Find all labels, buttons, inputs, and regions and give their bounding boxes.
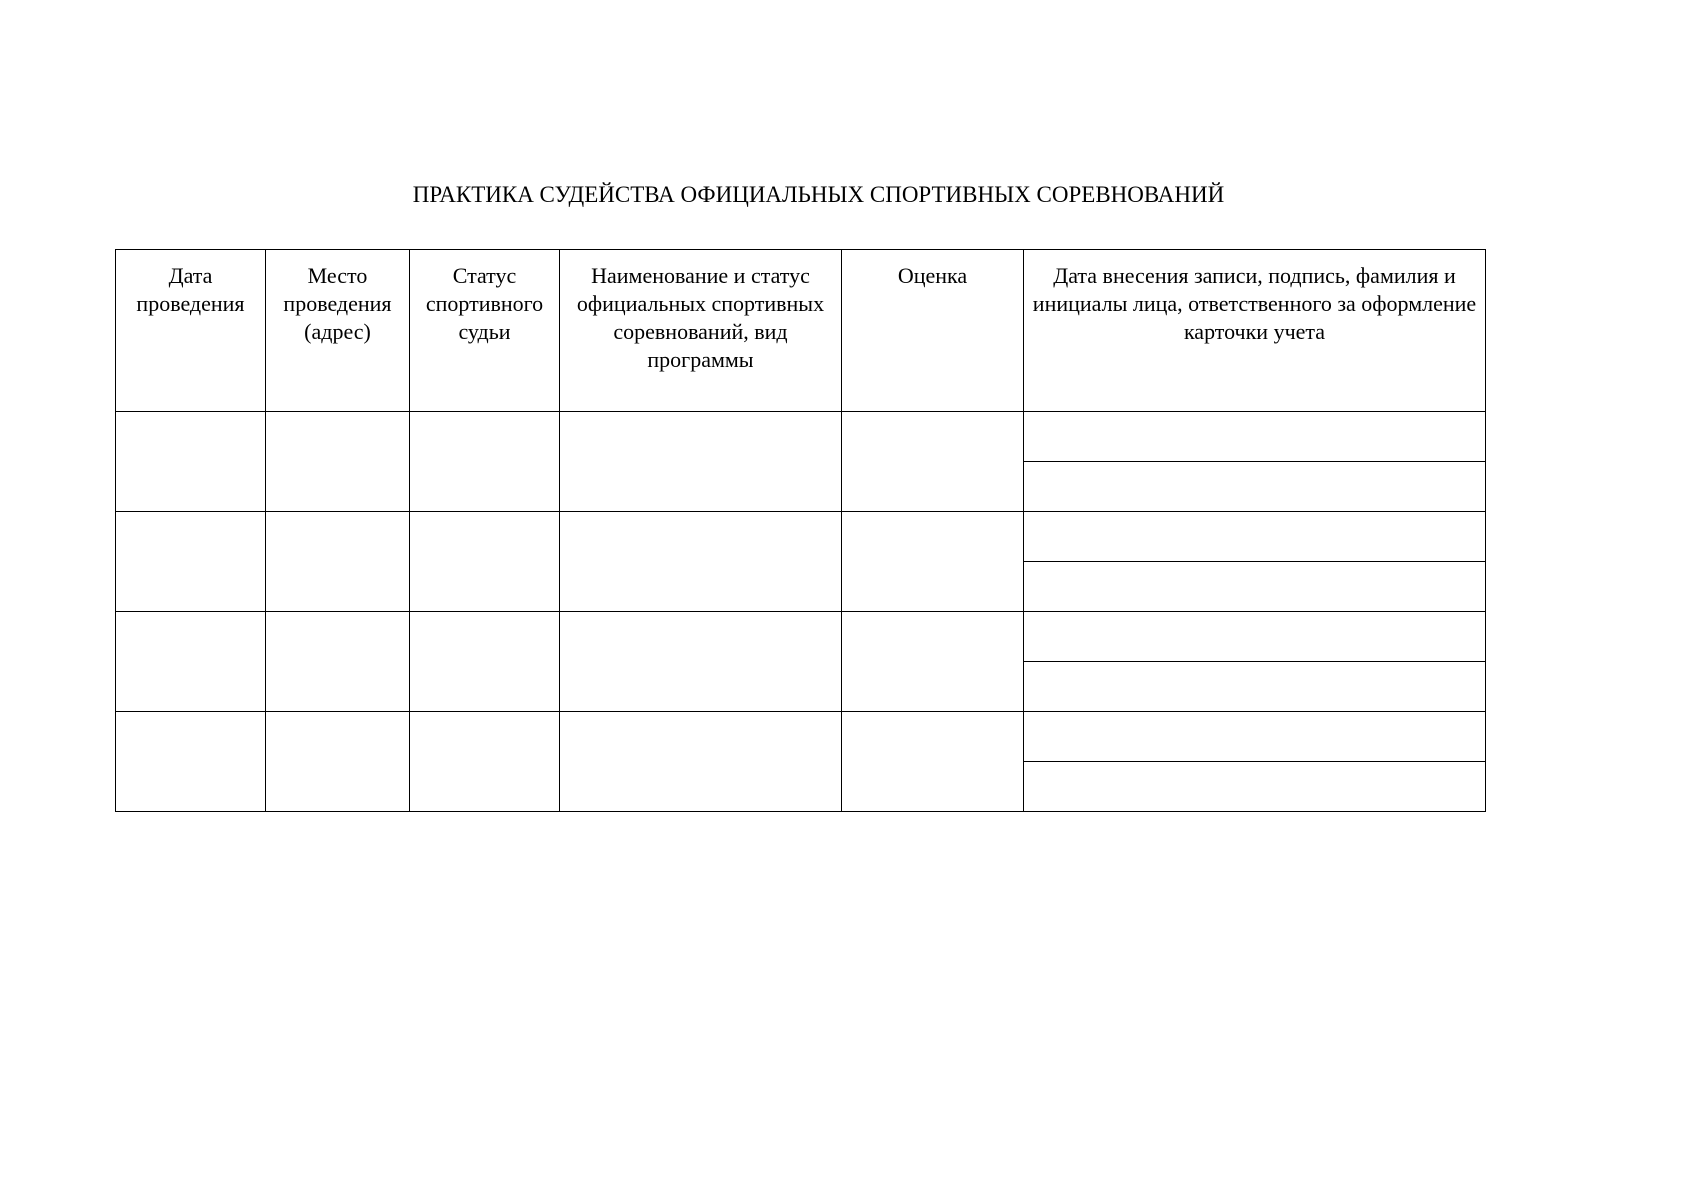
header-date: Дата проведения <box>116 250 266 412</box>
cell-record-line-1[interactable] <box>1024 412 1486 462</box>
header-competition: Наименование и статус официальных спортивных соревнований, вид программы <box>560 250 842 412</box>
cell-record-line-1[interactable] <box>1024 612 1486 662</box>
cell-grade[interactable] <box>842 412 1024 512</box>
cell-competition[interactable] <box>560 712 842 812</box>
table-header-row <box>116 250 1486 412</box>
judging-practice-table <box>115 249 1486 812</box>
cell-place[interactable] <box>266 512 410 612</box>
cell-record-line-2[interactable] <box>1024 462 1486 512</box>
table-row <box>116 412 1486 462</box>
cell-judge-status[interactable] <box>410 712 560 812</box>
document-title: ПРАКТИКА СУДЕЙСТВА ОФИЦИАЛЬНЫХ СПОРТИВНЫХ СОРЕВНОВАНИЙ <box>412 182 1225 207</box>
cell-record-line-2[interactable] <box>1024 762 1486 812</box>
cell-grade[interactable] <box>842 512 1024 612</box>
cell-record-line-1[interactable] <box>1024 512 1486 562</box>
cell-record-line-2[interactable] <box>1024 662 1486 712</box>
cell-place[interactable] <box>266 612 410 712</box>
header-record-entry: Дата внесения записи, подпись, фамилия и инициалы лица, ответственного за оформление карточки учета <box>1024 250 1486 412</box>
header-grade: Оценка <box>842 250 1024 412</box>
cell-judge-status[interactable] <box>410 412 560 512</box>
cell-competition[interactable] <box>560 412 842 512</box>
cell-competition[interactable] <box>560 612 842 712</box>
cell-record-line-2[interactable] <box>1024 562 1486 612</box>
table-row <box>116 712 1486 762</box>
table-row <box>116 612 1486 662</box>
cell-judge-status[interactable] <box>410 612 560 712</box>
cell-date[interactable] <box>116 712 266 812</box>
header-judge-status: Статус спортивного судьи <box>410 250 560 412</box>
cell-place[interactable] <box>266 412 410 512</box>
cell-grade[interactable] <box>842 612 1024 712</box>
cell-judge-status[interactable] <box>410 512 560 612</box>
cell-date[interactable] <box>116 412 266 512</box>
table-row <box>116 512 1486 562</box>
cell-competition[interactable] <box>560 512 842 612</box>
cell-place[interactable] <box>266 712 410 812</box>
cell-record-line-1[interactable] <box>1024 712 1486 762</box>
cell-date[interactable] <box>116 512 266 612</box>
header-place: Место проведения (адрес) <box>266 250 410 412</box>
cell-date[interactable] <box>116 612 266 712</box>
cell-grade[interactable] <box>842 712 1024 812</box>
